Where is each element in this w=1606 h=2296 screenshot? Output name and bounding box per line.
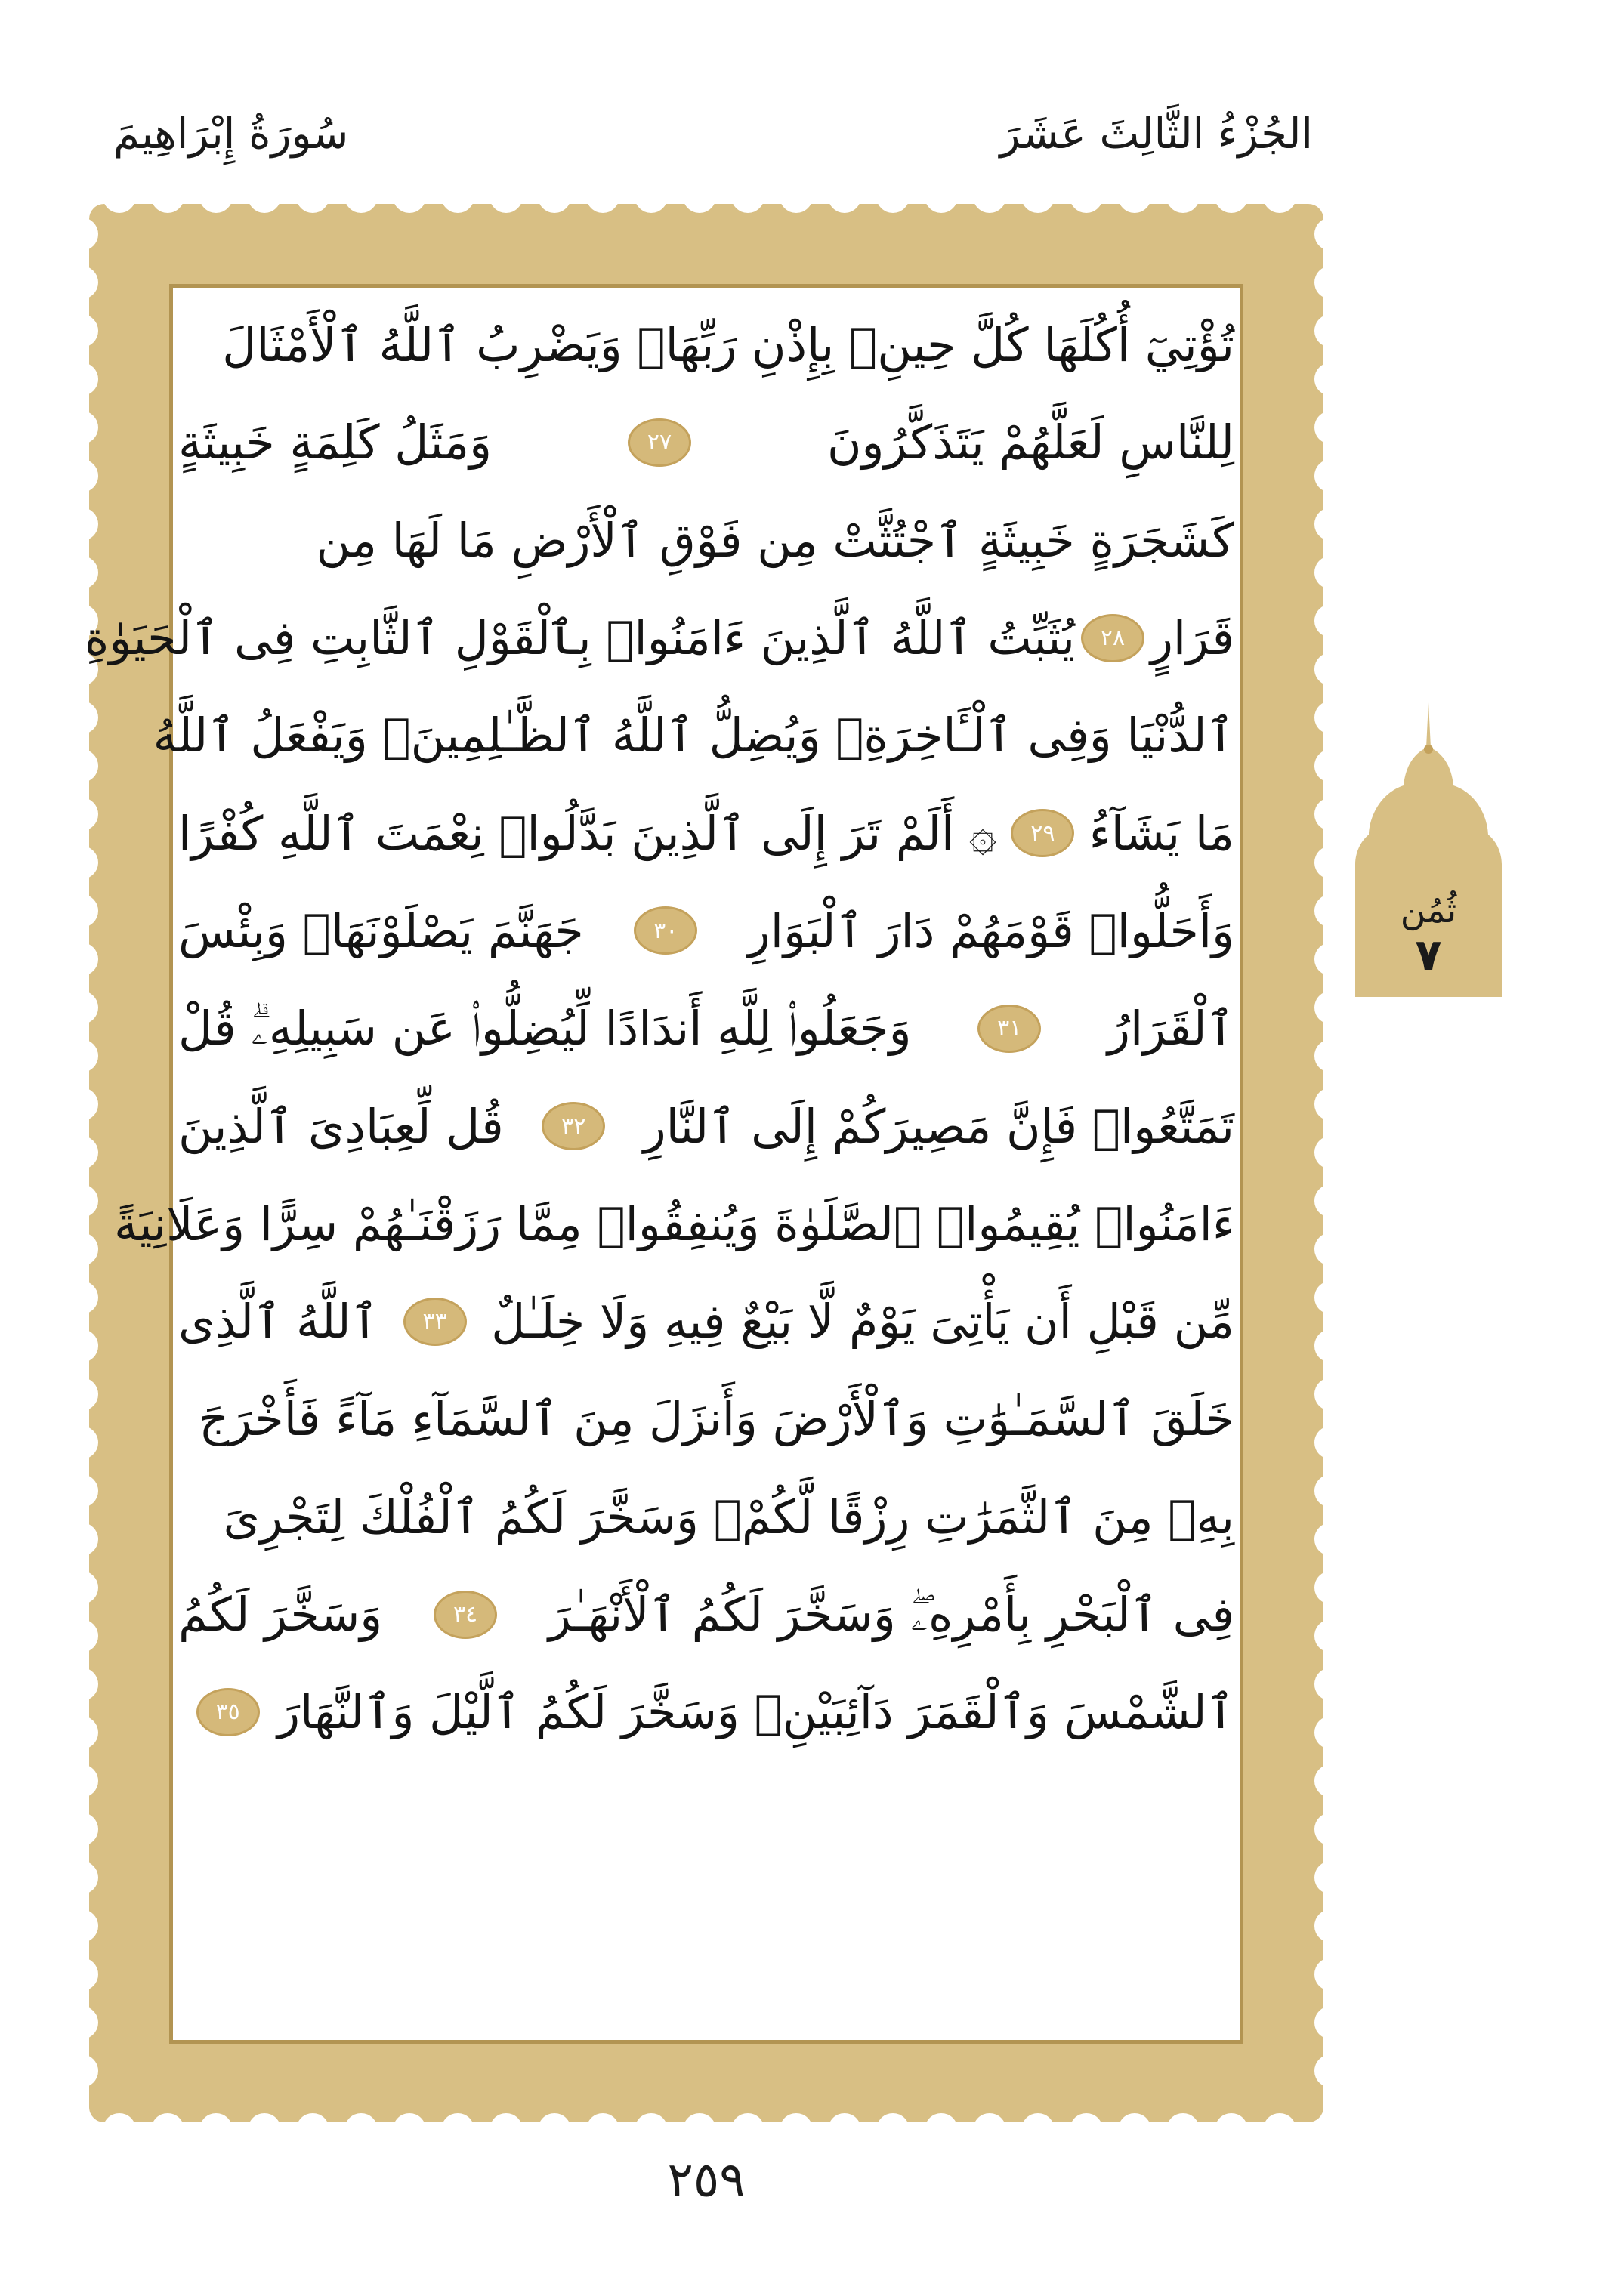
- verse-segment: وَجَعَلُوا۟ لِلَّهِ أَندَادًا لِّيُضِلُّوا۟ عَن سَبِيلِهِۦۗ قُلْ: [178, 1000, 912, 1056]
- scallop-notch: [1314, 411, 1323, 444]
- scallop-notch: [89, 411, 98, 444]
- page-number: ٢٥٩: [667, 2152, 746, 2208]
- scallop-notch: [89, 1281, 98, 1314]
- ayah-number-marker: ٣٤: [434, 1591, 497, 1639]
- scallop-notch: [1070, 2113, 1103, 2122]
- scallop-notch: [1314, 1039, 1323, 1072]
- scallop-notch: [1314, 1716, 1323, 1749]
- scallop-notch: [1314, 508, 1323, 541]
- scallop-notch: [1021, 204, 1055, 213]
- scallop-notch: [103, 2113, 136, 2122]
- scallop-notch: [1314, 1861, 1323, 1894]
- scallop-notch: [1021, 2113, 1055, 2122]
- ayah-number-marker: ٣٠: [634, 906, 697, 955]
- scallop-notch: [89, 846, 98, 879]
- scallop-notch: [89, 701, 98, 734]
- scallop-notch: [89, 894, 98, 927]
- scallop-notch: [1314, 1958, 1323, 1991]
- scallop-notch: [1314, 1523, 1323, 1556]
- scallop-notch: [1314, 1378, 1323, 1411]
- scallop-notch: [89, 943, 98, 976]
- verse-segment: ءَامَنُوا۟ يُقِيمُوا۟ ٱلصَّلَوٰةَ وَيُنفِقُوا۟ مِمَّا رَزَقْنَـٰهُمْ سِرًّا وَعَلَانِيَةً: [113, 1196, 1234, 1251]
- verse-segment: ٱلدُّنْيَا وَفِى ٱلْـَٔاخِرَةِۖ وَيُضِلُّ ٱللَّهُ ٱلظَّـٰلِمِينَۚ وَيَفْعَلُ ٱللَّهُ: [153, 708, 1234, 764]
- scallop-notch: [89, 314, 98, 347]
- scallop-notch: [89, 1764, 98, 1798]
- scallop-notch: [1314, 1426, 1323, 1459]
- scallop-notch: [89, 1136, 98, 1169]
- surah-title: سُورَةُ إِبْرَاهِيمَ: [113, 110, 349, 159]
- scallop-notch: [89, 556, 98, 589]
- scallop-notch: [1215, 204, 1248, 213]
- scallop-notch: [1314, 1571, 1323, 1604]
- verse-segment: بِهِۦ مِنَ ٱلثَّمَرَٰتِ رِزْقًا لَّكُمْۖ وَسَخَّرَ لَكُمُ ٱلْفُلْكَ لِتَجْرِىَ: [223, 1489, 1234, 1545]
- scallop-notch: [780, 204, 813, 213]
- scallop-notch: [89, 1571, 98, 1604]
- scallop-notch: [731, 204, 764, 213]
- scallop-notch: [1314, 266, 1323, 299]
- scallop-notch: [1314, 1233, 1323, 1266]
- scallop-notch: [1314, 1909, 1323, 1943]
- verse-segment: ۞ أَلَمْ تَرَ إِلَى ٱلَّذِينَ بَدَّلُوا۟ نِعْمَتَ ٱللَّهِ كُفْرًا: [178, 805, 997, 861]
- thumn-number: ٧: [1415, 929, 1442, 980]
- scallop-notch: [490, 204, 523, 213]
- verse-line: [178, 1663, 1234, 1761]
- scallop-notch: [586, 2113, 619, 2122]
- scallop-notch: [89, 1088, 98, 1121]
- scallop-notch: [490, 2113, 523, 2122]
- scallop-notch: [89, 1716, 98, 1749]
- scallop-notch: [89, 1619, 98, 1653]
- verse-segment: لِلنَّاسِ لَعَلَّهُمْ يَتَذَكَّرُونَ: [827, 415, 1234, 471]
- scallop-notch: [1314, 1281, 1323, 1314]
- scallop-notch: [89, 749, 98, 782]
- verse-segment: جَهَنَّمَ يَصْلَوْنَهَاۖ وَبِئْسَ: [178, 903, 584, 958]
- scallop-notch: [89, 1474, 98, 1508]
- scallop-notch: [89, 1909, 98, 1943]
- scallop-notch: [876, 204, 910, 213]
- verse-line: [178, 1370, 1234, 1467]
- scallop-notch: [925, 2113, 958, 2122]
- scallop-notch: [538, 204, 571, 213]
- scallop-notch: [89, 798, 98, 831]
- scallop-notch: [89, 1426, 98, 1459]
- scallop-notch: [1166, 204, 1200, 213]
- scallop-notch: [1314, 1474, 1323, 1508]
- scallop-notch: [1314, 1088, 1323, 1121]
- scallop-notch: [103, 204, 136, 213]
- scallop-notch: [1314, 1136, 1323, 1169]
- verse-line: [178, 1077, 1234, 1174]
- verse-segment: قُل لِّعِبَادِىَ ٱلَّذِينَ: [178, 1098, 504, 1154]
- scallop-notch: [1314, 556, 1323, 589]
- scallop-notch: [1070, 204, 1103, 213]
- verse-segment: مَا يَشَآءُ: [1089, 805, 1234, 861]
- scallop-notch: [1314, 846, 1323, 879]
- verse-segment: قَرَارٍ: [1150, 610, 1234, 666]
- thumn-marker: [1355, 702, 1502, 997]
- scallop-notch: [199, 2113, 233, 2122]
- scallop-notch: [586, 204, 619, 213]
- scallop-notch: [1314, 894, 1323, 927]
- ayah-number-marker: ٣٢: [542, 1102, 605, 1150]
- scallop-notch: [248, 2113, 281, 2122]
- scallop-notch: [89, 363, 98, 396]
- verse-segment: ٱلْقَرَارُ: [1107, 1001, 1234, 1057]
- ayah-number-marker: ٣٣: [403, 1298, 467, 1346]
- scallop-notch: [89, 991, 98, 1024]
- scallop-notch: [876, 2113, 910, 2122]
- juz-title: الجُزْءُ الثَّالِثَ عَشَرَ: [999, 110, 1313, 159]
- ayah-number-marker: ٣١: [977, 1004, 1041, 1053]
- scallop-notch: [344, 204, 378, 213]
- scallop-notch: [635, 204, 668, 213]
- scallop-notch: [89, 1958, 98, 1991]
- verse-segment: فِى ٱلْبَحْرِ بِأَمْرِهِۦۖ وَسَخَّرَ لَكُمُ ٱلْأَنْهَـٰرَ: [548, 1586, 1234, 1642]
- scallop-notch: [1314, 653, 1323, 686]
- scallop-notch: [1314, 1813, 1323, 1846]
- ayah-number-marker: ٢٩: [1011, 809, 1074, 857]
- scallop-notch: [89, 2054, 98, 2088]
- scallop-notch: [89, 1813, 98, 1846]
- scallop-notch: [1314, 991, 1323, 1024]
- scallop-notch: [393, 2113, 426, 2122]
- verse-line: [153, 687, 1234, 784]
- verse-segment: خَلَقَ ٱلسَّمَـٰوَٰتِ وَٱلْأَرْضَ وَأَنزَلَ مِنَ ٱلسَّمَآءِ مَآءً فَأَخْرَجَ: [199, 1391, 1234, 1447]
- scallop-notch: [1314, 1329, 1323, 1362]
- scallop-notch: [1314, 1184, 1323, 1217]
- scallop-notch: [151, 2113, 184, 2122]
- scallop-notch: [1118, 2113, 1151, 2122]
- scallop-notch: [1314, 798, 1323, 831]
- scallop-notch: [89, 2006, 98, 2039]
- scallop-notch: [296, 2113, 329, 2122]
- ayah-number-marker: ٣٥: [196, 1688, 260, 1736]
- scallop-notch: [731, 2113, 764, 2122]
- scallop-notch: [89, 1861, 98, 1894]
- scallop-notch: [1314, 1764, 1323, 1798]
- scallop-notch: [89, 459, 98, 492]
- scallop-notch: [1314, 943, 1323, 976]
- scallop-notch: [89, 266, 98, 299]
- scallop-notch: [1314, 701, 1323, 734]
- scallop-notch: [89, 1039, 98, 1072]
- scallop-notch: [199, 204, 233, 213]
- verse-segment: وَمَثَلُ كَلِمَةٍ خَبِيثَةٍ: [178, 415, 493, 471]
- scallop-notch: [89, 1233, 98, 1266]
- scallop-notch: [1314, 218, 1323, 251]
- verse-line: [178, 296, 1234, 393]
- scallop-notch: [828, 2113, 861, 2122]
- scallop-notch: [344, 2113, 378, 2122]
- scallop-notch: [1314, 459, 1323, 492]
- scallop-notch: [89, 1668, 98, 1701]
- verse-line: [178, 784, 1234, 881]
- verse-segment: وَأَحَلُّوا۟ قَوْمَهُمْ دَارَ ٱلْبَوَارِ: [747, 903, 1234, 958]
- scallop-notch: [1166, 2113, 1200, 2122]
- thumn-label: ثُمُن: [1400, 890, 1457, 930]
- scallop-notch: [441, 2113, 474, 2122]
- scallop-notch: [1314, 1619, 1323, 1653]
- scallop-notch: [1314, 2006, 1323, 2039]
- verse-segment: تَمَتَّعُوا۟ فَإِنَّ مَصِيرَكُمْ إِلَى ٱلنَّارِ: [643, 1098, 1234, 1154]
- verse-segment: وَسَخَّرَ لَكُمُ: [178, 1587, 383, 1642]
- scallop-notch: [780, 2113, 813, 2122]
- scallop-notch: [1118, 204, 1151, 213]
- verse-line: [178, 1273, 1234, 1370]
- verse-line: [178, 393, 1234, 491]
- scallop-notch: [89, 1184, 98, 1217]
- scallop-notch: [1263, 2113, 1296, 2122]
- verse-segment: ٱللَّهُ ٱلَّذِى: [178, 1294, 378, 1350]
- scallop-notch: [1314, 604, 1323, 637]
- verse-line: [178, 1566, 1234, 1663]
- scallop-notch: [538, 2113, 571, 2122]
- scallop-notch: [151, 204, 184, 213]
- scallop-notch: [1314, 1668, 1323, 1701]
- verse-segment: مِّن قَبْلِ أَن يَأْتِىَ يَوْمٌ لَّا بَيْعٌ فِيهِ وَلَا خِلَـٰلٌ: [491, 1294, 1234, 1350]
- verse-segment: ٱلشَّمْسَ وَٱلْقَمَرَ دَآئِبَيْنِۖ وَسَخَّرَ لَكُمُ ٱلَّيْلَ وَٱلنَّهَارَ: [277, 1684, 1234, 1740]
- scallop-notch: [828, 204, 861, 213]
- scallop-notch: [1314, 363, 1323, 396]
- scallop-notch: [248, 204, 281, 213]
- scallop-notch: [89, 1329, 98, 1362]
- ayah-number-marker: ٢٨: [1081, 614, 1144, 662]
- scallop-notch: [1263, 204, 1296, 213]
- scallop-notch: [683, 204, 716, 213]
- verse-line: [178, 492, 1234, 589]
- scallop-notch: [1314, 314, 1323, 347]
- verse-segment: تُؤْتِيٓ أُكُلَهَا كُلَّ حِينِۭ بِإِذْنِ رَبِّهَاۗ وَيَضْرِبُ ٱللَّهُ ٱلْأَمْثَالَ: [222, 317, 1234, 373]
- verse-line: [113, 1175, 1234, 1273]
- verse-segment: يُثَبِّتُ ٱللَّهُ ٱلَّذِينَ ءَامَنُوا۟ بِٱلْقَوْلِ ٱلثَّابِتِ فِى ٱلْحَيَوٰةِ: [84, 610, 1075, 666]
- scallop-notch: [89, 1523, 98, 1556]
- scallop-notch: [973, 2113, 1006, 2122]
- verse-text-block: [84, 296, 1234, 1761]
- scallop-notch: [441, 204, 474, 213]
- verse-line: [178, 1468, 1234, 1566]
- scallop-notch: [925, 204, 958, 213]
- ayah-number-marker: ٢٧: [628, 418, 691, 467]
- scallop-notch: [296, 204, 329, 213]
- scallop-notch: [973, 204, 1006, 213]
- scallop-notch: [683, 2113, 716, 2122]
- scallop-notch: [1314, 2054, 1323, 2088]
- scallop-notch: [1215, 2113, 1248, 2122]
- verse-segment: كَشَجَرَةٍ خَبِيثَةٍ ٱجْتُثَّتْ مِن فَوْقِ ٱلْأَرْضِ مَا لَهَا مِن: [316, 512, 1234, 568]
- verse-line: [178, 980, 1234, 1077]
- scallop-notch: [89, 508, 98, 541]
- scallop-notch: [393, 204, 426, 213]
- scallop-notch: [1314, 749, 1323, 782]
- verse-line: [178, 882, 1234, 980]
- verse-line: [84, 589, 1234, 687]
- scallop-notch: [89, 1378, 98, 1411]
- scallop-notch: [89, 218, 98, 251]
- scallop-notch: [635, 2113, 668, 2122]
